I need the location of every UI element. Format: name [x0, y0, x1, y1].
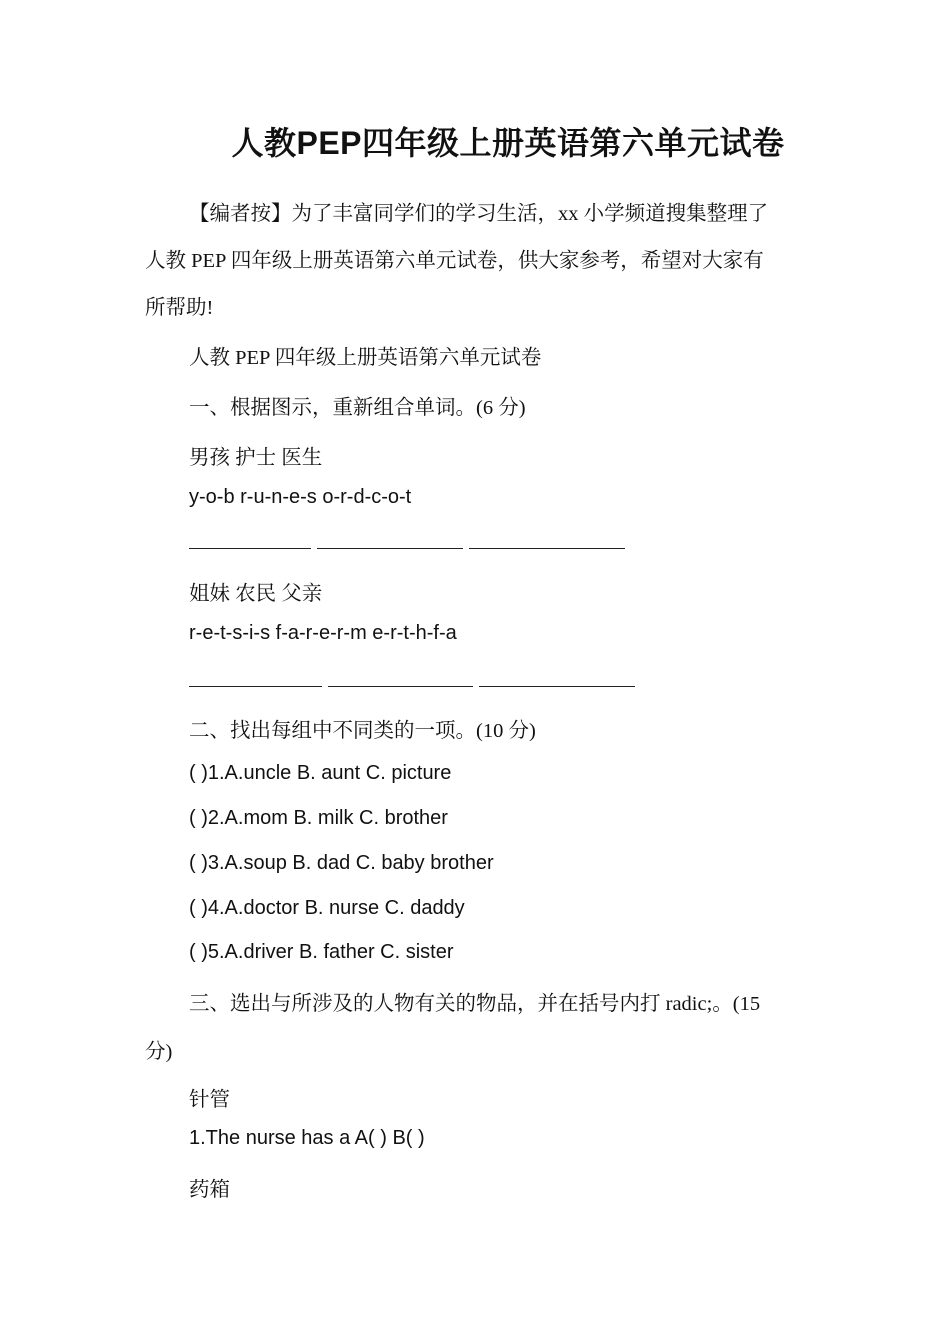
answer-blanks-row1 — [189, 536, 631, 559]
subtitle: 人教 PEP 四年级上册英语第六单元试卷 — [189, 347, 542, 369]
answer-blanks-row2 — [189, 674, 641, 697]
question-item: ( )1.A.uncle B. aunt C. picture — [189, 762, 452, 784]
section1-heading: 一、根据图示，重新组合单词。(6 分) — [189, 397, 526, 419]
question-item: ( )3.A.soup B. dad C. baby brother — [189, 852, 494, 874]
item-label: 针管 — [189, 1089, 230, 1111]
intro-line-3: 所帮助! — [145, 297, 214, 319]
question-item: ( )2.A.mom B. milk C. brother — [189, 807, 448, 829]
page-title: 人教PEP四年级上册英语第六单元试卷 — [231, 125, 785, 161]
question-item: ( )4.A.doctor B. nurse C. daddy — [189, 897, 465, 919]
section2-heading: 二、找出每组中不同类的一项。(10 分) — [189, 720, 536, 742]
question-item: ( )5.A.driver B. father C. sister — [189, 941, 454, 963]
answer-blank[interactable] — [189, 685, 322, 687]
answer-blank[interactable] — [469, 547, 625, 549]
section3-heading: 三、选出与所涉及的人物有关的物品，并在括号内打 radic;。(15 — [189, 993, 761, 1015]
section1-row2-letters: r-e-t-s-i-s f-a-r-e-r-m e-r-t-h-f-a — [189, 622, 457, 644]
intro-line-2: 人教 PEP 四年级上册英语第六单元试卷，供大家参考，希望对大家有 — [145, 250, 764, 272]
answer-blank[interactable] — [479, 685, 635, 687]
answer-blank[interactable] — [189, 547, 311, 549]
answer-blank[interactable] — [317, 547, 463, 549]
section1-row1-chinese: 男孩 护士 医生 — [189, 447, 323, 469]
item-label: 药箱 — [189, 1179, 230, 1201]
section1-row2-chinese: 姐妹 农民 父亲 — [189, 583, 323, 605]
section3-heading-cont: 分) — [145, 1041, 173, 1063]
section1-row1-letters: y-o-b r-u-n-e-s o-r-d-c-o-t — [189, 486, 412, 508]
intro-line-1: 【编者按】为了丰富同学们的学习生活，xx 小学频道搜集整理了 — [189, 203, 769, 225]
question-item: 1.The nurse has a A( ) B( ) — [189, 1127, 425, 1149]
answer-blank[interactable] — [328, 685, 473, 687]
